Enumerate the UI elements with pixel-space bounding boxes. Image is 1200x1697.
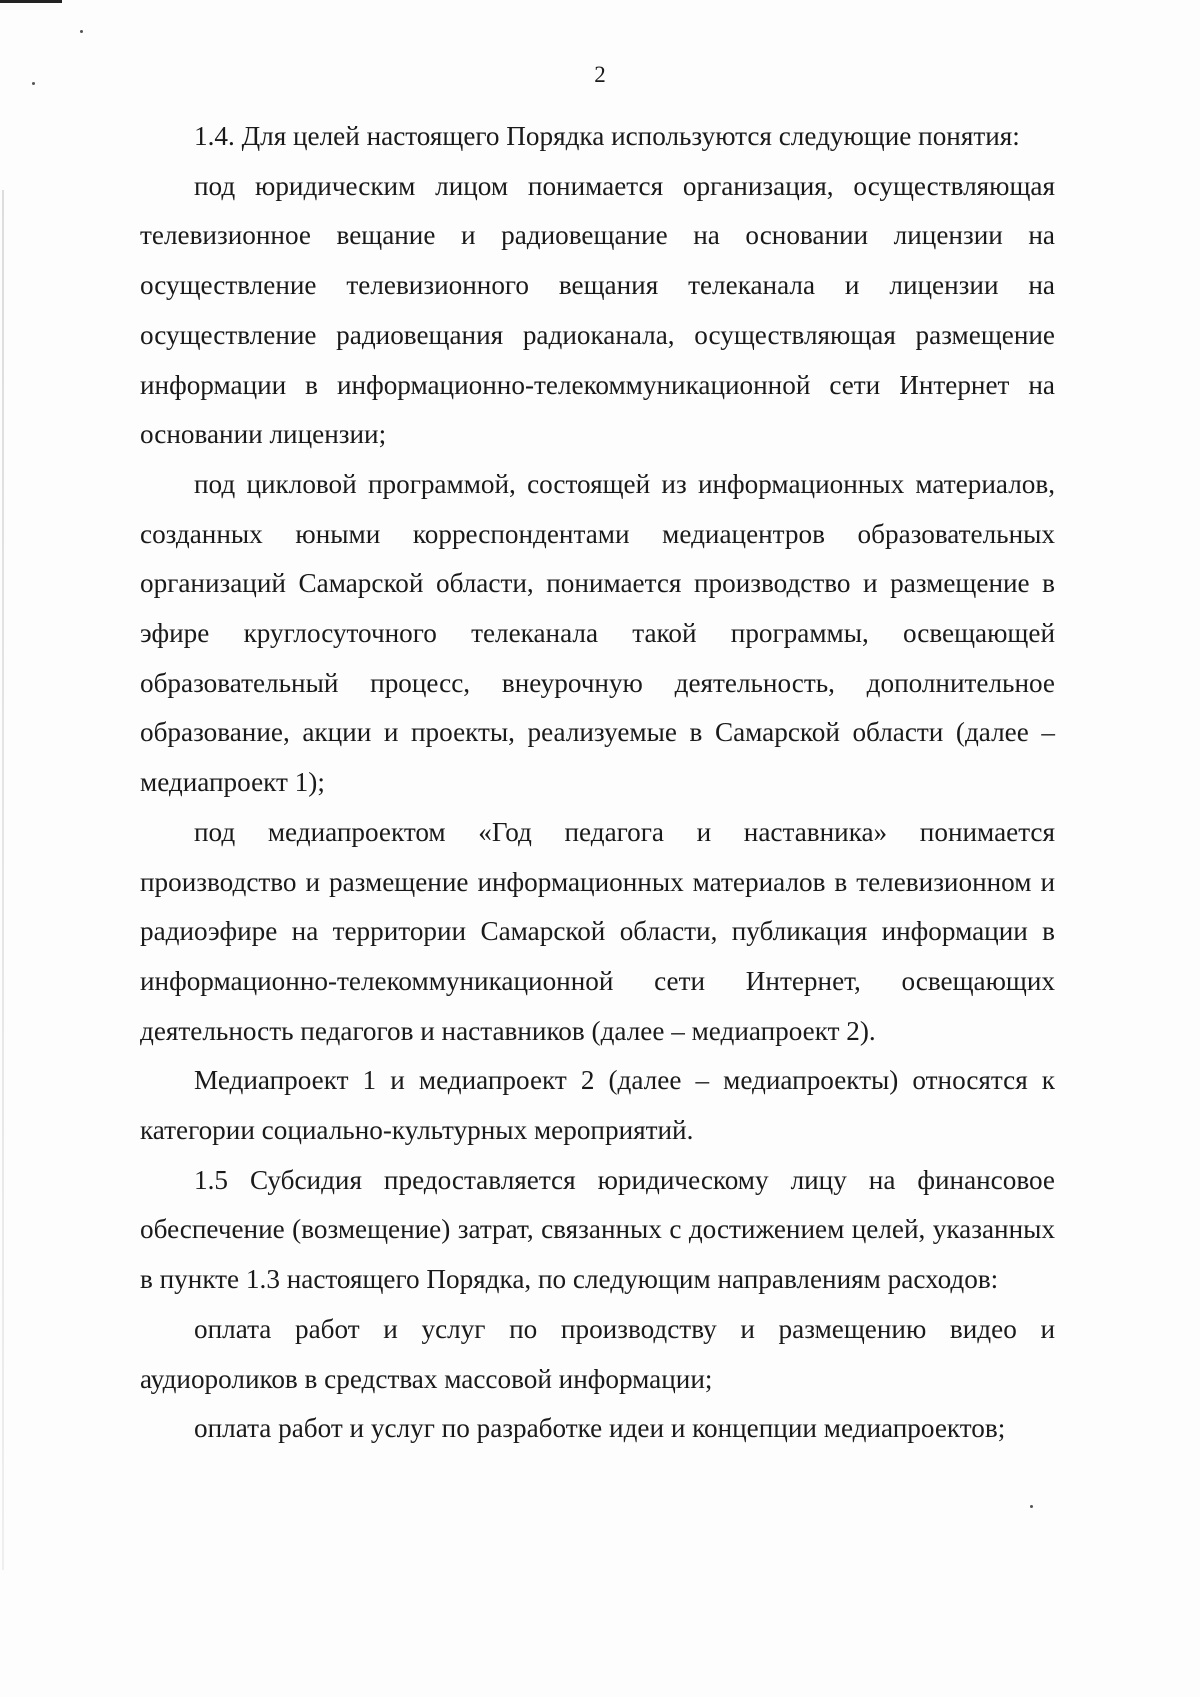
paragraph-media-project-1-definition: под цикловой программой, состоящей из информационных материалов, созданных юными корреспондентами медиацентров образовательных организаций Самарской области, понимается производство и размещение в эфире круглосуточного телеканала такой программы, освещающей образовательный процесс, внеурочную деятельность, дополнительное образование, акции и проекты, реализуемые в Самарской области (далее – медиапроект 1); [140, 468, 1055, 798]
paragraph-legal-entity-definition: под юридическим лицом понимается организация, осуществляющая телевизионное вещание и радиовещание на основании лицензии на осуществление телевизионного вещания телеканала и лицензии на осуществление радиовещания радиоканала, осуществляющая размещение информации в информационно-телекоммуникационной сети Интернет на основании лицензии; [140, 170, 1055, 450]
scan-speck [1030, 1505, 1033, 1508]
list-item-expense-concept: оплата работ и услуг по разработке идеи и концепции медиапроектов; [194, 1413, 1006, 1444]
scan-edge-shadow [2, 190, 4, 1570]
scan-edge-mark [0, 0, 62, 3]
scan-speck [80, 30, 83, 33]
paragraph-media-project-2-definition: под медиапроектом «Год педагога и наставника» понимается производство и размещение информационных материалов в телевизионном и радиоэфире на территории Самарской области, публикация информации в информационно-телекоммуникационной сети Интернет, освещающих деятельность педагогов и наставников (далее – медиапроект 2). [140, 816, 1055, 1046]
paragraph-1-5: 1.5 Субсидия предоставляется юридическому лицу на финансовое обеспечение (возмещение) затрат, связанных с достижением целей, указанных в пункте 1.3 настоящего Порядка, по следующим направлениям расходов: [140, 1164, 1055, 1295]
paragraph-media-projects-category: Медиапроект 1 и медиапроект 2 (далее – медиапроекты) относятся к категории социально-культурных мероприятий. [140, 1065, 1055, 1146]
list-item-expense-videos: оплата работ и услуг по производству и размещению видео и аудиороликов в средствах массовой информации; [140, 1313, 1055, 1394]
paragraph-1-4: 1.4. Для целей настоящего Порядка используются следующие понятия: [194, 121, 1020, 151]
page-number: 2 [594, 62, 606, 87]
document-body [140, 112, 1055, 1454]
